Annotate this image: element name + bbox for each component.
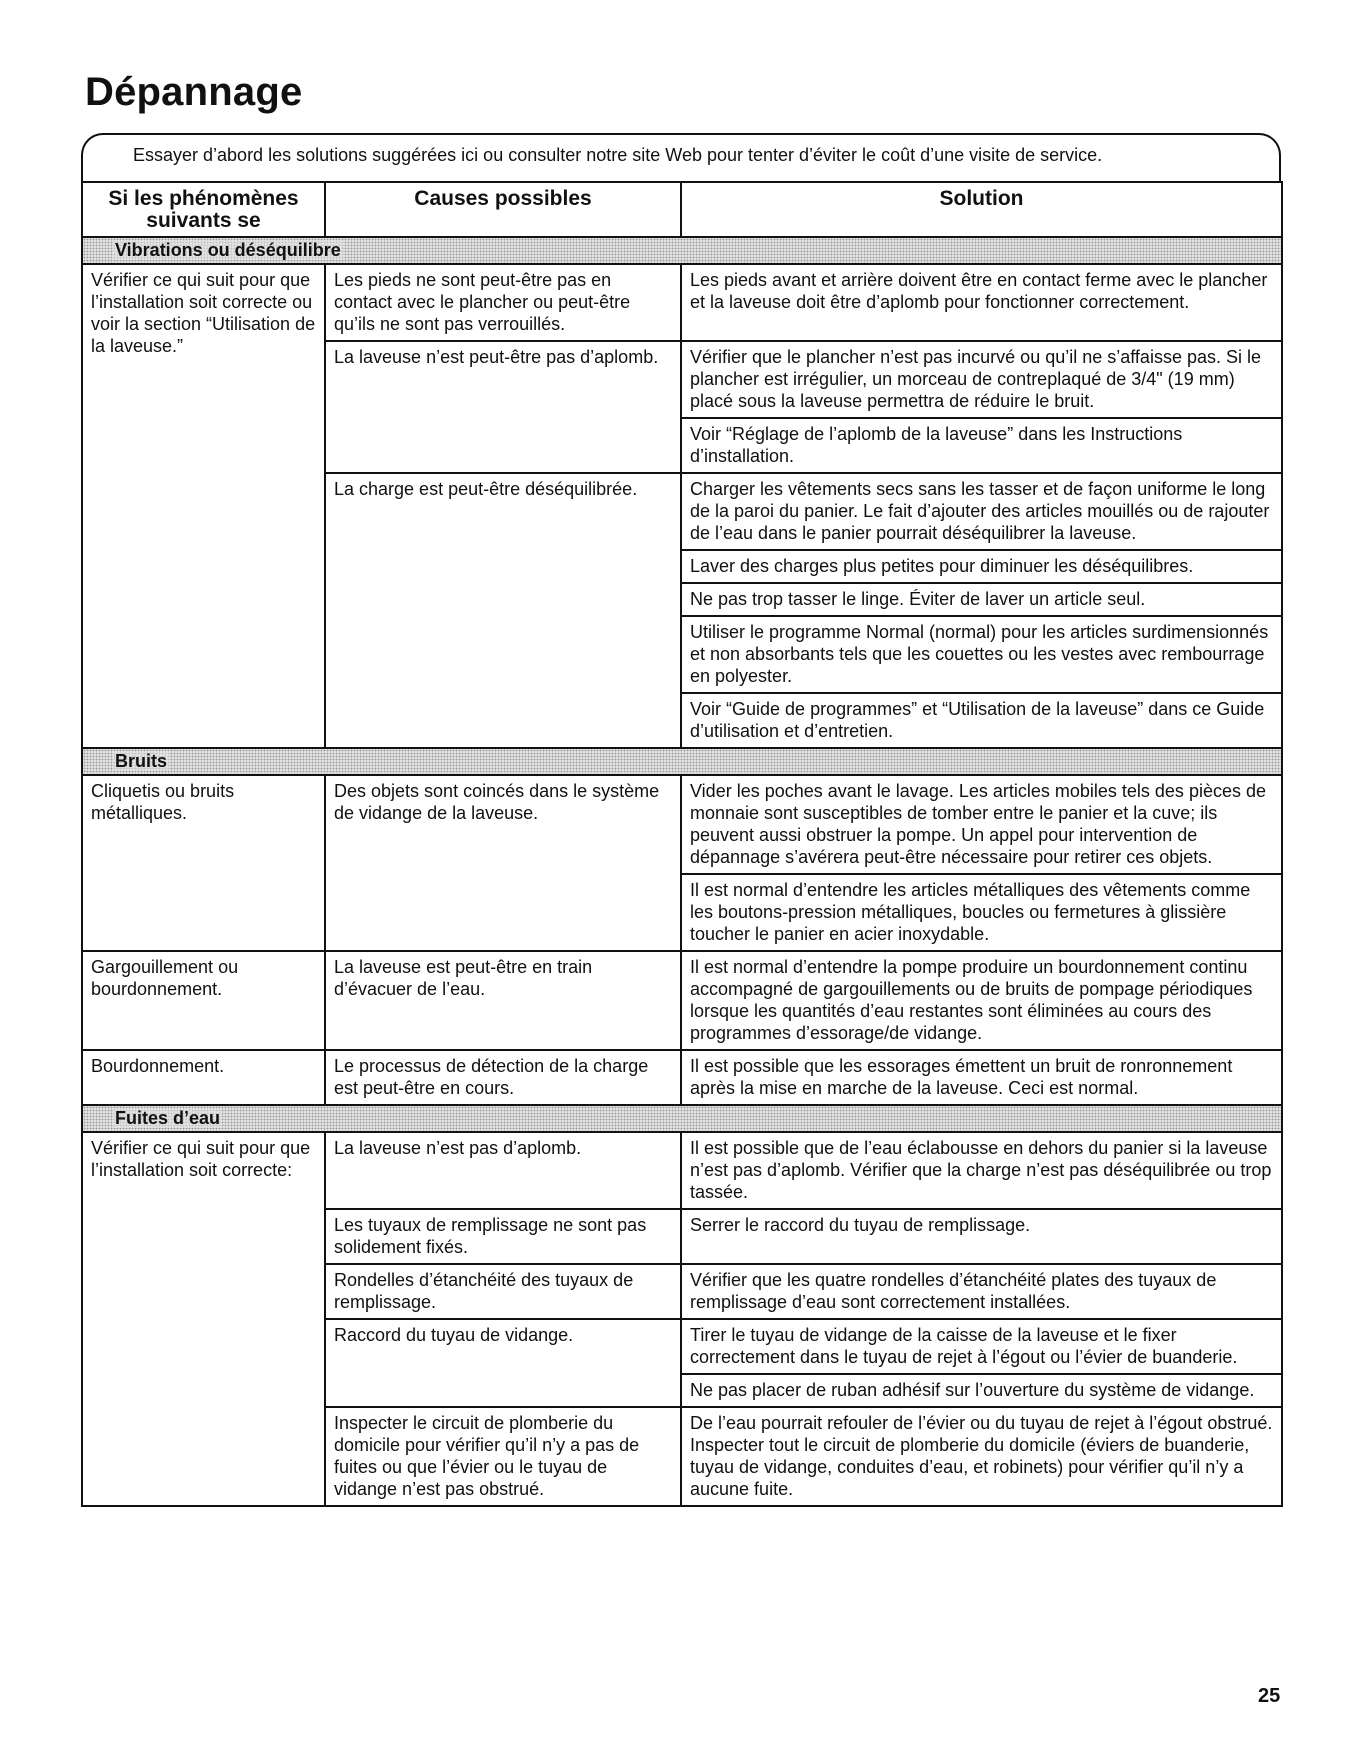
section-row (82, 1105, 1282, 1132)
table-row (82, 775, 1282, 874)
solution-cell: Vider les poches avant le lavage. Les articles mobiles tels des pièces de monnaie sont susceptibles de tomber entre le panier et la cuve; ils peuvent aussi obstruer la pompe. Un appel pour intervention de dépannage s’avérera peut-être nécessaire pour retirer ces objets. (681, 775, 1282, 874)
troubleshooting-table (81, 181, 1283, 1507)
page-number: 25 (1258, 1685, 1281, 1707)
solution-cell: De l’eau pourrait refouler de l’évier ou du tuyau de rejet à l’égout obstrué. Inspecter tout le circuit de plomberie du domicile (éviers de buanderie, tuyau de vidange, conduites d’eau, et robinets) pour vérifier qu’il n’y a aucune fuite. (681, 1407, 1282, 1506)
section-title: Fuites d’eau (115, 1108, 221, 1128)
symptom-cell: Cliquetis ou bruits métalliques. (82, 775, 325, 951)
solution-cell: Charger les vêtements secs sans les tasser et de façon uniforme le long de la paroi du panier. Le fait d’ajouter des articles mouillés ou de rajouter de l’eau dans le panier pourrait déséquilibrer la laveuse. (681, 473, 1282, 550)
section-title: Vibrations ou déséquilibre (115, 240, 341, 260)
section-header (82, 237, 1282, 264)
cause-cell: La laveuse est peut-être en train d’évacuer de l’eau. (325, 951, 681, 1050)
cause-cell: Les tuyaux de remplissage ne sont pas solidement fixés. (325, 1209, 681, 1264)
header-symptom: Si les phénomènes suivants se (82, 182, 325, 237)
header-solution: Solution (681, 182, 1282, 237)
intro-text: Essayer d’abord les solutions suggérées ici ou consulter notre site Web pour tenter d’éviter le coût d’une visite de service. (133, 145, 1103, 165)
solution-cell: Vérifier que les quatre rondelles d’étanchéité plates des tuyaux de remplissage d’eau sont correctement installées. (681, 1264, 1282, 1319)
solution-cell: Il est possible que de l’eau éclabousse en dehors du panier si la laveuse n’est pas d’aplomb. Vérifier que la charge n’est pas déséquilibrée ou trop tassée. (681, 1132, 1282, 1209)
cause-cell: Inspecter le circuit de plomberie du domicile pour vérifier qu’il n’y a pas de fuites ou que l’évier ou le tuyau de vidange n’est pas obstrué. (325, 1407, 681, 1506)
cause-cell: Les pieds ne sont peut-être pas en contact avec le plancher ou peut-être qu’ils ne sont pas verrouillés. (325, 264, 681, 341)
cause-cell: Raccord du tuyau de vidange. (325, 1319, 681, 1407)
symptom-cell: Vérifier ce qui suit pour que l’installation soit correcte ou voir la section “Utilisation de la laveuse.” (82, 264, 325, 748)
cause-cell: La laveuse n’est peut-être pas d’aplomb. (325, 341, 681, 473)
page-title: Dépannage (85, 70, 303, 114)
symptom-cell: Gargouillement ou bourdonnement. (82, 951, 325, 1050)
solution-cell: Ne pas trop tasser le linge. Éviter de laver un article seul. (681, 583, 1282, 616)
solution-cell: Il est possible que les essorages émettent un bruit de ronronnement après la mise en marche de la laveuse. Ceci est normal. (681, 1050, 1282, 1105)
solution-cell: Serrer le raccord du tuyau de remplissage. (681, 1209, 1282, 1264)
cause-cell: Rondelles d’étanchéité des tuyaux de remplissage. (325, 1264, 681, 1319)
table-row (82, 1132, 1282, 1209)
cause-cell: La charge est peut-être déséquilibrée. (325, 473, 681, 748)
table-header-row (82, 182, 1282, 237)
section-header (82, 1105, 1282, 1132)
cause-cell: Le processus de détection de la charge est peut-être en cours. (325, 1050, 681, 1105)
solution-cell: Laver des charges plus petites pour diminuer les déséquilibres. (681, 550, 1282, 583)
table-row (82, 1050, 1282, 1105)
section-title: Bruits (115, 751, 168, 771)
table-row (82, 951, 1282, 1050)
symptom-cell: Bourdonnement. (82, 1050, 325, 1105)
solution-cell: Utiliser le programme Normal (normal) pour les articles surdimensionnés et non absorbants tels que les couettes ou les vestes avec rembourrage en polyester. (681, 616, 1282, 693)
header-causes: Causes possibles (325, 182, 681, 237)
section-row (82, 237, 1282, 264)
solution-cell: Voir “Guide de programmes” et “Utilisation de la laveuse” dans ce Guide d’utilisation et d’entretien. (681, 693, 1282, 748)
solution-cell: Voir “Réglage de l’aplomb de la laveuse” dans les Instructions d’installation. (681, 418, 1282, 473)
solution-cell: Tirer le tuyau de vidange de la caisse de la laveuse et le fixer correctement dans le tuyau de rejet à l’égout ou l’évier de buanderie. (681, 1319, 1282, 1374)
solution-cell: Vérifier que le plancher n’est pas incurvé ou qu’il ne s’affaisse pas. Si le plancher est irrégulier, un morceau de contreplaqué de 3/4" (19 mm) placé sous la laveuse permettra de réduire le bruit. (681, 341, 1282, 418)
solution-cell: Les pieds avant et arrière doivent être en contact ferme avec le plancher et la laveuse doit être d’aplomb pour fonctionner correctement. (681, 264, 1282, 341)
solution-cell: Ne pas placer de ruban adhésif sur l’ouverture du système de vidange. (681, 1374, 1282, 1407)
section-header (82, 748, 1282, 775)
cause-cell: La laveuse n’est pas d’aplomb. (325, 1132, 681, 1209)
section-row (82, 748, 1282, 775)
solution-cell: Il est normal d’entendre la pompe produire un bourdonnement continu accompagné de gargouillements ou de bruits de pompage périodiques lorsque les quantités d’eau restantes sont éliminées au cours des programmes d’essorage/de vidange. (681, 951, 1282, 1050)
table-row (82, 264, 1282, 341)
solution-cell: Il est normal d’entendre les articles métalliques des vêtements comme les boutons-pression métalliques, boucles ou fermetures à glissière toucher le panier en acier inoxydable. (681, 874, 1282, 951)
symptom-cell: Vérifier ce qui suit pour que l’installation soit correcte: (82, 1132, 325, 1506)
cause-cell: Des objets sont coincés dans le système de vidange de la laveuse. (325, 775, 681, 951)
